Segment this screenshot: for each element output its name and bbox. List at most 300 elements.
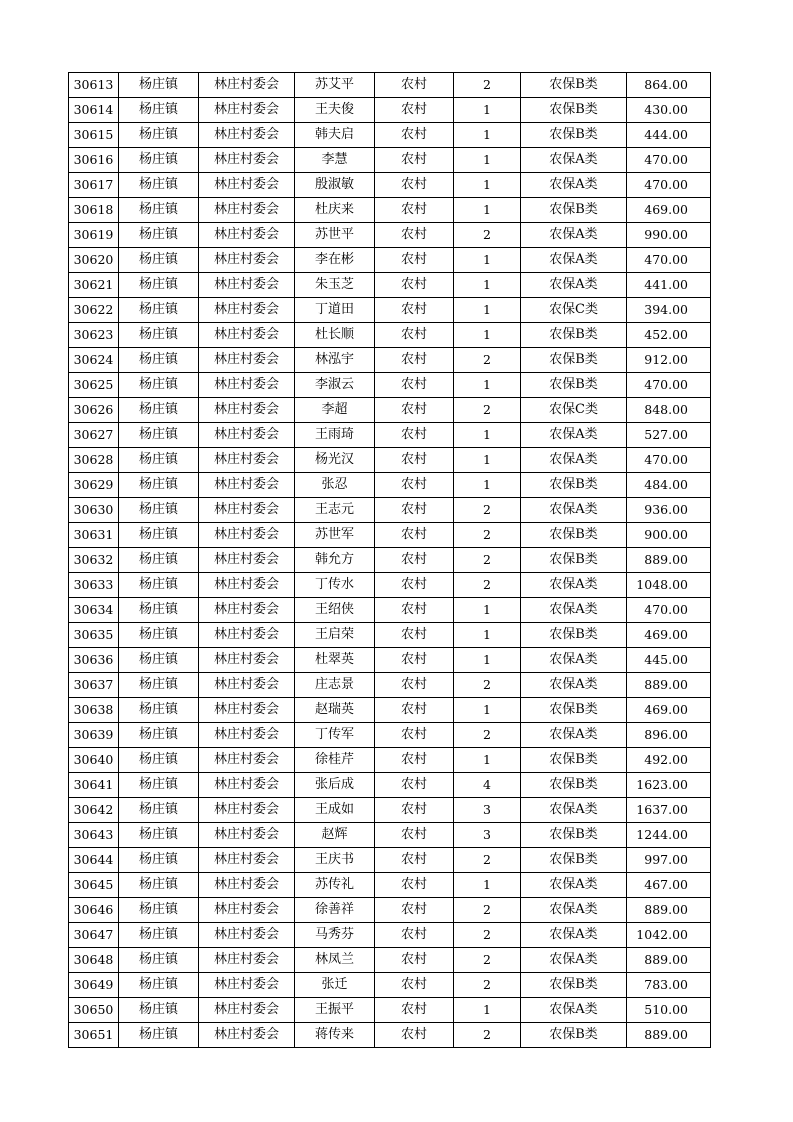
person-count-cell: 1: [454, 373, 521, 398]
town-cell: 杨庄镇: [119, 323, 199, 348]
village-committee-cell: 林庄村委会: [199, 273, 295, 298]
village-committee-cell: 林庄村委会: [199, 148, 295, 173]
person-count-cell: 1: [454, 148, 521, 173]
village-committee-cell: 林庄村委会: [199, 848, 295, 873]
village-committee-cell: 林庄村委会: [199, 923, 295, 948]
record-id-cell: 30623: [69, 323, 119, 348]
person-count-cell: 1: [454, 698, 521, 723]
insurance-class-cell: 农保B类: [521, 123, 627, 148]
record-id-cell: 30635: [69, 623, 119, 648]
household-type-cell: 农村: [375, 848, 454, 873]
table-row: [69, 448, 711, 473]
town-cell: 杨庄镇: [119, 123, 199, 148]
insurance-class-cell: 农保A类: [521, 798, 627, 823]
amount-cell: 470.00: [627, 148, 711, 173]
household-type-cell: 农村: [375, 123, 454, 148]
table-row: [69, 173, 711, 198]
person-count-cell: 2: [454, 848, 521, 873]
person-count-cell: 2: [454, 548, 521, 573]
table-row: [69, 848, 711, 873]
table-row: [69, 873, 711, 898]
insurance-class-cell: 农保A类: [521, 248, 627, 273]
insurance-class-cell: 农保A类: [521, 498, 627, 523]
name-cell: 丁道田: [295, 298, 375, 323]
name-cell: 赵辉: [295, 823, 375, 848]
amount-cell: 470.00: [627, 373, 711, 398]
amount-cell: 889.00: [627, 948, 711, 973]
name-cell: 马秀芬: [295, 923, 375, 948]
record-id-cell: 30620: [69, 248, 119, 273]
insurance-class-cell: 农保B类: [521, 848, 627, 873]
household-type-cell: 农村: [375, 198, 454, 223]
name-cell: 李慧: [295, 148, 375, 173]
table-row: [69, 473, 711, 498]
record-id-cell: 30634: [69, 598, 119, 623]
table-row: [69, 423, 711, 448]
household-type-cell: 农村: [375, 348, 454, 373]
town-cell: 杨庄镇: [119, 798, 199, 823]
name-cell: 苏传礼: [295, 873, 375, 898]
village-committee-cell: 林庄村委会: [199, 373, 295, 398]
village-committee-cell: 林庄村委会: [199, 798, 295, 823]
town-cell: 杨庄镇: [119, 473, 199, 498]
insurance-class-cell: 农保A类: [521, 223, 627, 248]
record-id-cell: 30637: [69, 673, 119, 698]
person-count-cell: 1: [454, 598, 521, 623]
amount-cell: 900.00: [627, 523, 711, 548]
town-cell: 杨庄镇: [119, 648, 199, 673]
amount-cell: 936.00: [627, 498, 711, 523]
record-id-cell: 30647: [69, 923, 119, 948]
amount-cell: 889.00: [627, 1023, 711, 1048]
town-cell: 杨庄镇: [119, 698, 199, 723]
insurance-class-cell: 农保A类: [521, 998, 627, 1023]
household-type-cell: 农村: [375, 273, 454, 298]
insurance-class-cell: 农保C类: [521, 298, 627, 323]
person-count-cell: 2: [454, 923, 521, 948]
household-type-cell: 农村: [375, 648, 454, 673]
household-type-cell: 农村: [375, 248, 454, 273]
table-row: [69, 673, 711, 698]
table-row: [69, 598, 711, 623]
table-row: [69, 398, 711, 423]
person-count-cell: 2: [454, 348, 521, 373]
amount-cell: 1623.00: [627, 773, 711, 798]
name-cell: 赵瑞英: [295, 698, 375, 723]
household-type-cell: 农村: [375, 698, 454, 723]
town-cell: 杨庄镇: [119, 898, 199, 923]
town-cell: 杨庄镇: [119, 523, 199, 548]
insurance-class-cell: 农保A类: [521, 948, 627, 973]
town-cell: 杨庄镇: [119, 923, 199, 948]
amount-cell: 470.00: [627, 173, 711, 198]
person-count-cell: 1: [454, 123, 521, 148]
table-row: [69, 573, 711, 598]
town-cell: 杨庄镇: [119, 673, 199, 698]
household-type-cell: 农村: [375, 623, 454, 648]
household-type-cell: 农村: [375, 973, 454, 998]
name-cell: 王志元: [295, 498, 375, 523]
amount-cell: 889.00: [627, 673, 711, 698]
household-type-cell: 农村: [375, 598, 454, 623]
table-row: [69, 223, 711, 248]
village-committee-cell: 林庄村委会: [199, 223, 295, 248]
household-type-cell: 农村: [375, 898, 454, 923]
household-type-cell: 农村: [375, 373, 454, 398]
town-cell: 杨庄镇: [119, 998, 199, 1023]
household-type-cell: 农村: [375, 673, 454, 698]
table-row: [69, 998, 711, 1023]
record-id-cell: 30624: [69, 348, 119, 373]
insurance-class-cell: 农保B类: [521, 348, 627, 373]
name-cell: 张迁: [295, 973, 375, 998]
person-count-cell: 1: [454, 98, 521, 123]
record-id-cell: 30632: [69, 548, 119, 573]
person-count-cell: 2: [454, 73, 521, 98]
person-count-cell: 1: [454, 748, 521, 773]
insurance-class-cell: 农保B类: [521, 773, 627, 798]
insurance-class-cell: 农保A类: [521, 673, 627, 698]
town-cell: 杨庄镇: [119, 223, 199, 248]
amount-cell: 527.00: [627, 423, 711, 448]
village-committee-cell: 林庄村委会: [199, 723, 295, 748]
town-cell: 杨庄镇: [119, 398, 199, 423]
name-cell: 李超: [295, 398, 375, 423]
record-id-cell: 30615: [69, 123, 119, 148]
town-cell: 杨庄镇: [119, 848, 199, 873]
village-committee-cell: 林庄村委会: [199, 623, 295, 648]
record-id-cell: 30648: [69, 948, 119, 973]
town-cell: 杨庄镇: [119, 623, 199, 648]
amount-cell: 470.00: [627, 248, 711, 273]
village-committee-cell: 林庄村委会: [199, 748, 295, 773]
town-cell: 杨庄镇: [119, 448, 199, 473]
table-row: [69, 973, 711, 998]
person-count-cell: 2: [454, 498, 521, 523]
town-cell: 杨庄镇: [119, 173, 199, 198]
household-type-cell: 农村: [375, 73, 454, 98]
amount-cell: 889.00: [627, 548, 711, 573]
insurance-class-cell: 农保A类: [521, 898, 627, 923]
record-id-cell: 30627: [69, 423, 119, 448]
village-committee-cell: 林庄村委会: [199, 898, 295, 923]
amount-cell: 783.00: [627, 973, 711, 998]
name-cell: 韩夫启: [295, 123, 375, 148]
village-committee-cell: 林庄村委会: [199, 473, 295, 498]
person-count-cell: 1: [454, 873, 521, 898]
town-cell: 杨庄镇: [119, 948, 199, 973]
table-row: [69, 323, 711, 348]
amount-cell: 469.00: [627, 698, 711, 723]
village-committee-cell: 林庄村委会: [199, 448, 295, 473]
amount-cell: 896.00: [627, 723, 711, 748]
insurance-class-cell: 农保A类: [521, 148, 627, 173]
amount-cell: 430.00: [627, 98, 711, 123]
record-id-cell: 30640: [69, 748, 119, 773]
amount-cell: 469.00: [627, 623, 711, 648]
table-row: [69, 648, 711, 673]
household-type-cell: 农村: [375, 298, 454, 323]
insurance-class-cell: 农保A类: [521, 573, 627, 598]
village-committee-cell: 林庄村委会: [199, 523, 295, 548]
amount-cell: 452.00: [627, 323, 711, 348]
table-row: [69, 698, 711, 723]
table-row: [69, 623, 711, 648]
insurance-class-cell: 农保B类: [521, 198, 627, 223]
town-cell: 杨庄镇: [119, 1023, 199, 1048]
person-count-cell: 1: [454, 298, 521, 323]
insurance-class-cell: 农保A类: [521, 923, 627, 948]
household-type-cell: 农村: [375, 748, 454, 773]
person-count-cell: 3: [454, 823, 521, 848]
village-committee-cell: 林庄村委会: [199, 248, 295, 273]
record-id-cell: 30645: [69, 873, 119, 898]
table-row: [69, 198, 711, 223]
household-type-cell: 农村: [375, 148, 454, 173]
person-count-cell: 1: [454, 448, 521, 473]
town-cell: 杨庄镇: [119, 98, 199, 123]
person-count-cell: 2: [454, 573, 521, 598]
name-cell: 王成如: [295, 798, 375, 823]
insurance-class-cell: 农保C类: [521, 398, 627, 423]
record-id-cell: 30651: [69, 1023, 119, 1048]
amount-cell: 1042.00: [627, 923, 711, 948]
name-cell: 杨光汉: [295, 448, 375, 473]
name-cell: 苏艾平: [295, 73, 375, 98]
village-committee-cell: 林庄村委会: [199, 323, 295, 348]
village-committee-cell: 林庄村委会: [199, 1023, 295, 1048]
household-type-cell: 农村: [375, 773, 454, 798]
village-committee-cell: 林庄村委会: [199, 673, 295, 698]
table-row: [69, 548, 711, 573]
table-row: [69, 773, 711, 798]
household-type-cell: 农村: [375, 573, 454, 598]
record-id-cell: 30641: [69, 773, 119, 798]
village-committee-cell: 林庄村委会: [199, 498, 295, 523]
household-type-cell: 农村: [375, 923, 454, 948]
insurance-class-cell: 农保A类: [521, 173, 627, 198]
town-cell: 杨庄镇: [119, 748, 199, 773]
village-committee-cell: 林庄村委会: [199, 423, 295, 448]
person-count-cell: 2: [454, 673, 521, 698]
village-committee-cell: 林庄村委会: [199, 823, 295, 848]
village-committee-cell: 林庄村委会: [199, 198, 295, 223]
insurance-class-cell: 农保B类: [521, 473, 627, 498]
town-cell: 杨庄镇: [119, 73, 199, 98]
record-id-cell: 30619: [69, 223, 119, 248]
record-id-cell: 30617: [69, 173, 119, 198]
person-count-cell: 3: [454, 798, 521, 823]
amount-cell: 889.00: [627, 898, 711, 923]
record-id-cell: 30650: [69, 998, 119, 1023]
person-count-cell: 1: [454, 423, 521, 448]
table-row: [69, 948, 711, 973]
insurance-class-cell: 农保A类: [521, 873, 627, 898]
person-count-cell: 2: [454, 898, 521, 923]
insurance-class-cell: 农保B类: [521, 973, 627, 998]
household-type-cell: 农村: [375, 323, 454, 348]
village-committee-cell: 林庄村委会: [199, 173, 295, 198]
town-cell: 杨庄镇: [119, 148, 199, 173]
name-cell: 林泓宇: [295, 348, 375, 373]
record-id-cell: 30633: [69, 573, 119, 598]
amount-cell: 1244.00: [627, 823, 711, 848]
insurance-class-cell: 农保B类: [521, 98, 627, 123]
name-cell: 王夫俊: [295, 98, 375, 123]
household-type-cell: 农村: [375, 223, 454, 248]
record-id-cell: 30630: [69, 498, 119, 523]
town-cell: 杨庄镇: [119, 198, 199, 223]
name-cell: 杜翠英: [295, 648, 375, 673]
name-cell: 蒋传来: [295, 1023, 375, 1048]
amount-cell: 848.00: [627, 398, 711, 423]
amount-cell: 990.00: [627, 223, 711, 248]
town-cell: 杨庄镇: [119, 273, 199, 298]
table-row: [69, 298, 711, 323]
record-id-cell: 30639: [69, 723, 119, 748]
village-committee-cell: 林庄村委会: [199, 998, 295, 1023]
name-cell: 庄志景: [295, 673, 375, 698]
village-committee-cell: 林庄村委会: [199, 598, 295, 623]
table-row: [69, 798, 711, 823]
name-cell: 林凤兰: [295, 948, 375, 973]
household-type-cell: 农村: [375, 523, 454, 548]
person-count-cell: 2: [454, 948, 521, 973]
name-cell: 王庆书: [295, 848, 375, 873]
town-cell: 杨庄镇: [119, 723, 199, 748]
amount-cell: 470.00: [627, 598, 711, 623]
name-cell: 苏世平: [295, 223, 375, 248]
insurance-class-cell: 农保B类: [521, 823, 627, 848]
amount-cell: 1048.00: [627, 573, 711, 598]
name-cell: 杜长顺: [295, 323, 375, 348]
record-id-cell: 30649: [69, 973, 119, 998]
amount-cell: 492.00: [627, 748, 711, 773]
person-count-cell: 1: [454, 473, 521, 498]
person-count-cell: 1: [454, 998, 521, 1023]
town-cell: 杨庄镇: [119, 873, 199, 898]
insurance-class-cell: 农保A类: [521, 723, 627, 748]
person-count-cell: 2: [454, 973, 521, 998]
name-cell: 丁传军: [295, 723, 375, 748]
person-count-cell: 1: [454, 623, 521, 648]
town-cell: 杨庄镇: [119, 498, 199, 523]
table-row: [69, 898, 711, 923]
person-count-cell: 1: [454, 323, 521, 348]
name-cell: 丁传水: [295, 573, 375, 598]
village-committee-cell: 林庄村委会: [199, 98, 295, 123]
town-cell: 杨庄镇: [119, 248, 199, 273]
insurance-class-cell: 农保B类: [521, 523, 627, 548]
insurance-class-cell: 农保B类: [521, 323, 627, 348]
name-cell: 张忍: [295, 473, 375, 498]
name-cell: 殷淑敏: [295, 173, 375, 198]
town-cell: 杨庄镇: [119, 548, 199, 573]
record-id-cell: 30625: [69, 373, 119, 398]
record-id-cell: 30618: [69, 198, 119, 223]
town-cell: 杨庄镇: [119, 298, 199, 323]
name-cell: 杜庆来: [295, 198, 375, 223]
household-type-cell: 农村: [375, 98, 454, 123]
village-committee-cell: 林庄村委会: [199, 348, 295, 373]
insurance-class-cell: 农保A类: [521, 273, 627, 298]
village-committee-cell: 林庄村委会: [199, 648, 295, 673]
insurance-class-cell: 农保B类: [521, 73, 627, 98]
amount-cell: 469.00: [627, 198, 711, 223]
household-type-cell: 农村: [375, 548, 454, 573]
insurance-class-cell: 农保B类: [521, 748, 627, 773]
record-id-cell: 30626: [69, 398, 119, 423]
record-id-cell: 30616: [69, 148, 119, 173]
table-body: [69, 73, 711, 1048]
record-id-cell: 30643: [69, 823, 119, 848]
record-id-cell: 30613: [69, 73, 119, 98]
town-cell: 杨庄镇: [119, 973, 199, 998]
record-id-cell: 30614: [69, 98, 119, 123]
table-row: [69, 73, 711, 98]
record-id-cell: 30622: [69, 298, 119, 323]
record-id-cell: 30621: [69, 273, 119, 298]
table-row: [69, 523, 711, 548]
table-row: [69, 373, 711, 398]
amount-cell: 1637.00: [627, 798, 711, 823]
household-type-cell: 农村: [375, 448, 454, 473]
town-cell: 杨庄镇: [119, 423, 199, 448]
insurance-class-cell: 农保B类: [521, 698, 627, 723]
amount-cell: 441.00: [627, 273, 711, 298]
table-row: [69, 723, 711, 748]
table-row: [69, 823, 711, 848]
amount-cell: 912.00: [627, 348, 711, 373]
person-count-cell: 2: [454, 523, 521, 548]
household-type-cell: 农村: [375, 998, 454, 1023]
name-cell: 徐善祥: [295, 898, 375, 923]
table-row: [69, 1023, 711, 1048]
insurance-class-cell: 农保A类: [521, 448, 627, 473]
amount-cell: 997.00: [627, 848, 711, 873]
village-committee-cell: 林庄村委会: [199, 73, 295, 98]
table-row: [69, 923, 711, 948]
amount-cell: 444.00: [627, 123, 711, 148]
name-cell: 张后成: [295, 773, 375, 798]
town-cell: 杨庄镇: [119, 373, 199, 398]
record-id-cell: 30646: [69, 898, 119, 923]
amount-cell: 510.00: [627, 998, 711, 1023]
person-count-cell: 1: [454, 198, 521, 223]
household-type-cell: 农村: [375, 823, 454, 848]
table-row: [69, 348, 711, 373]
person-count-cell: 1: [454, 648, 521, 673]
household-type-cell: 农村: [375, 173, 454, 198]
amount-cell: 445.00: [627, 648, 711, 673]
village-committee-cell: 林庄村委会: [199, 398, 295, 423]
insurance-class-cell: 农保A类: [521, 423, 627, 448]
person-count-cell: 1: [454, 273, 521, 298]
village-committee-cell: 林庄村委会: [199, 973, 295, 998]
record-id-cell: 30644: [69, 848, 119, 873]
name-cell: 王雨琦: [295, 423, 375, 448]
amount-cell: 467.00: [627, 873, 711, 898]
insurance-class-cell: 农保A类: [521, 598, 627, 623]
name-cell: 王振平: [295, 998, 375, 1023]
person-count-cell: 4: [454, 773, 521, 798]
record-id-cell: 30631: [69, 523, 119, 548]
name-cell: 李淑云: [295, 373, 375, 398]
table-row: [69, 748, 711, 773]
table-row: [69, 148, 711, 173]
household-type-cell: 农村: [375, 948, 454, 973]
name-cell: 李在彬: [295, 248, 375, 273]
